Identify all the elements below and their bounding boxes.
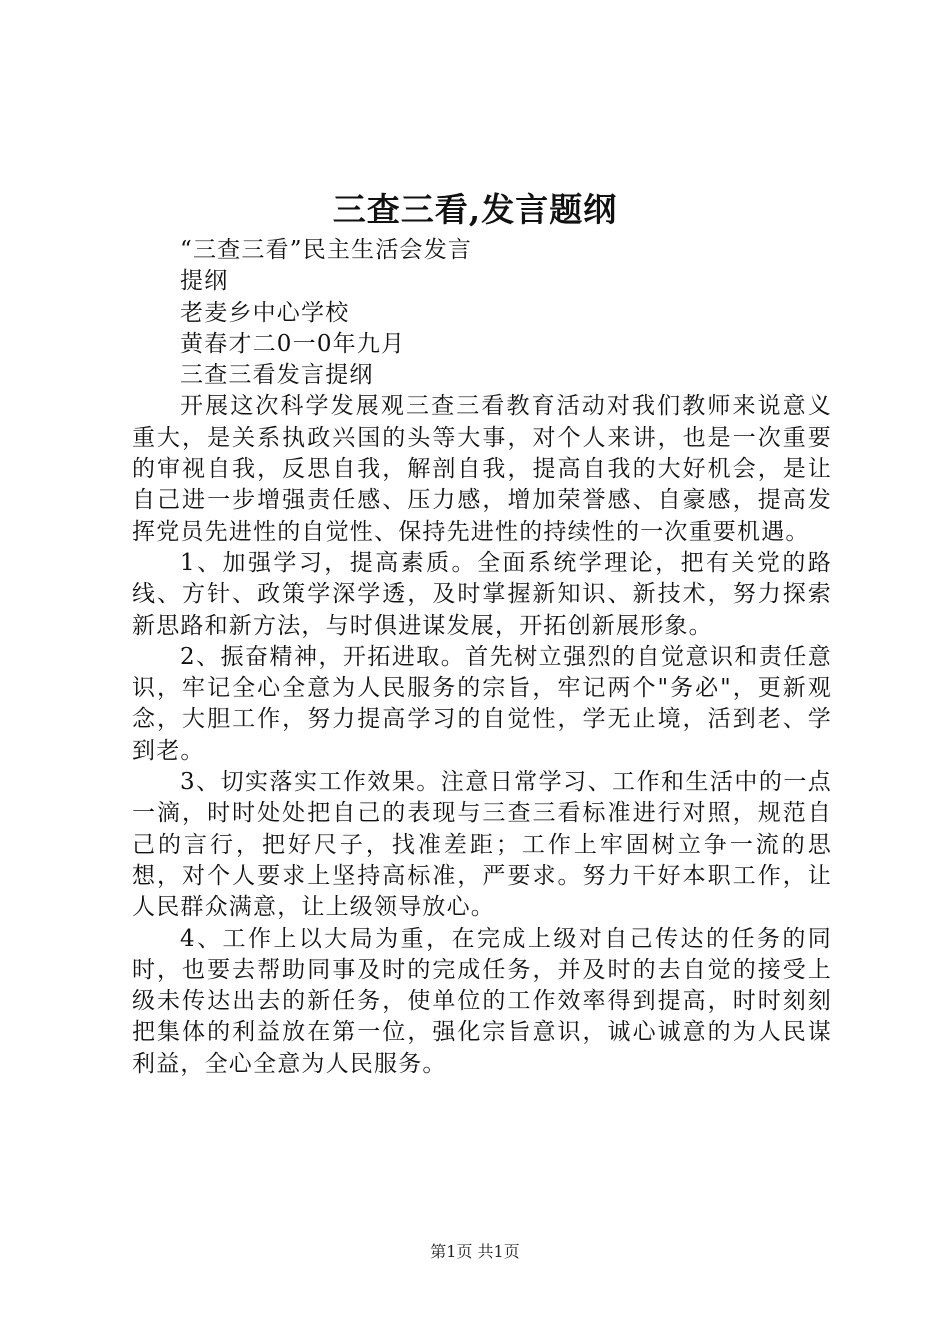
paragraph: 4、工作上以大局为重，在完成上级对自己传达的任务的同时，也要去帮助同事及时的完成任务，并及时的去自觉的接受上级未传达出去的新任务，使单位的工作效率得到提高，时时刻刻把集体的利益放在第一位，强化宗旨意识，诚心诚意的为人民谋利益，全心全意为人民服务。	[132, 925, 832, 1077]
paragraph: 1、加强学习，提高素质。全面系统学理论，把有关党的路线、方针、政策学深学透，及时掌握新知识、新技术，努力探索新思路和新方法，与时俱进谋发展，开拓创新展形象。	[132, 549, 832, 639]
school-name: 老麦乡中心学校	[180, 299, 350, 326]
subtitle-line: “三查三看”民主生活会发言	[180, 237, 473, 263]
document-body	[132, 235, 832, 1080]
page-footer: 第1页 共1页	[430, 1242, 520, 1261]
document-title: 三查三看,发言题纲	[332, 190, 618, 229]
subtitle-line: 提纲	[180, 268, 229, 295]
paragraph: 开展这次科学发展观三查三看教育活动对我们教师来说意义重大，是关系执政兴国的头等大事，对个人来讲，也是一次重要的审视自我，反思自我，解剖自我，提高自我的大好机会，是让自己进一步增强责任感、压力感，增加荣誉感、自豪感，提高发挥党员先进性的自觉性、保持先进性的持续性的一次重要机遇。	[132, 393, 832, 545]
paragraph: 3、切实落实工作效果。注意日常学习、工作和生活中的一点一滴，时时处处把自己的表现与三查三看标准进行对照，规范自己的言行，把好尺子，找准差距；工作上牢固树立争一流的思想，对个人要求上坚持高标准，严要求。努力干好本职工作，让人民群众满意，让上级领导放心。	[132, 769, 832, 921]
author-date: 黄春才二0一0年九月	[180, 330, 406, 357]
paragraph: 2、振奋精神，开拓进取。首先树立强烈的自觉意识和责任意识，牢记全心全意为人民服务的宗旨，牢记两个"务必"，更新观念，大胆工作，努力提高学习的自觉性，学无止境，活到老、学到老。	[132, 643, 832, 764]
section-heading: 三查三看发言提纲	[180, 362, 374, 389]
